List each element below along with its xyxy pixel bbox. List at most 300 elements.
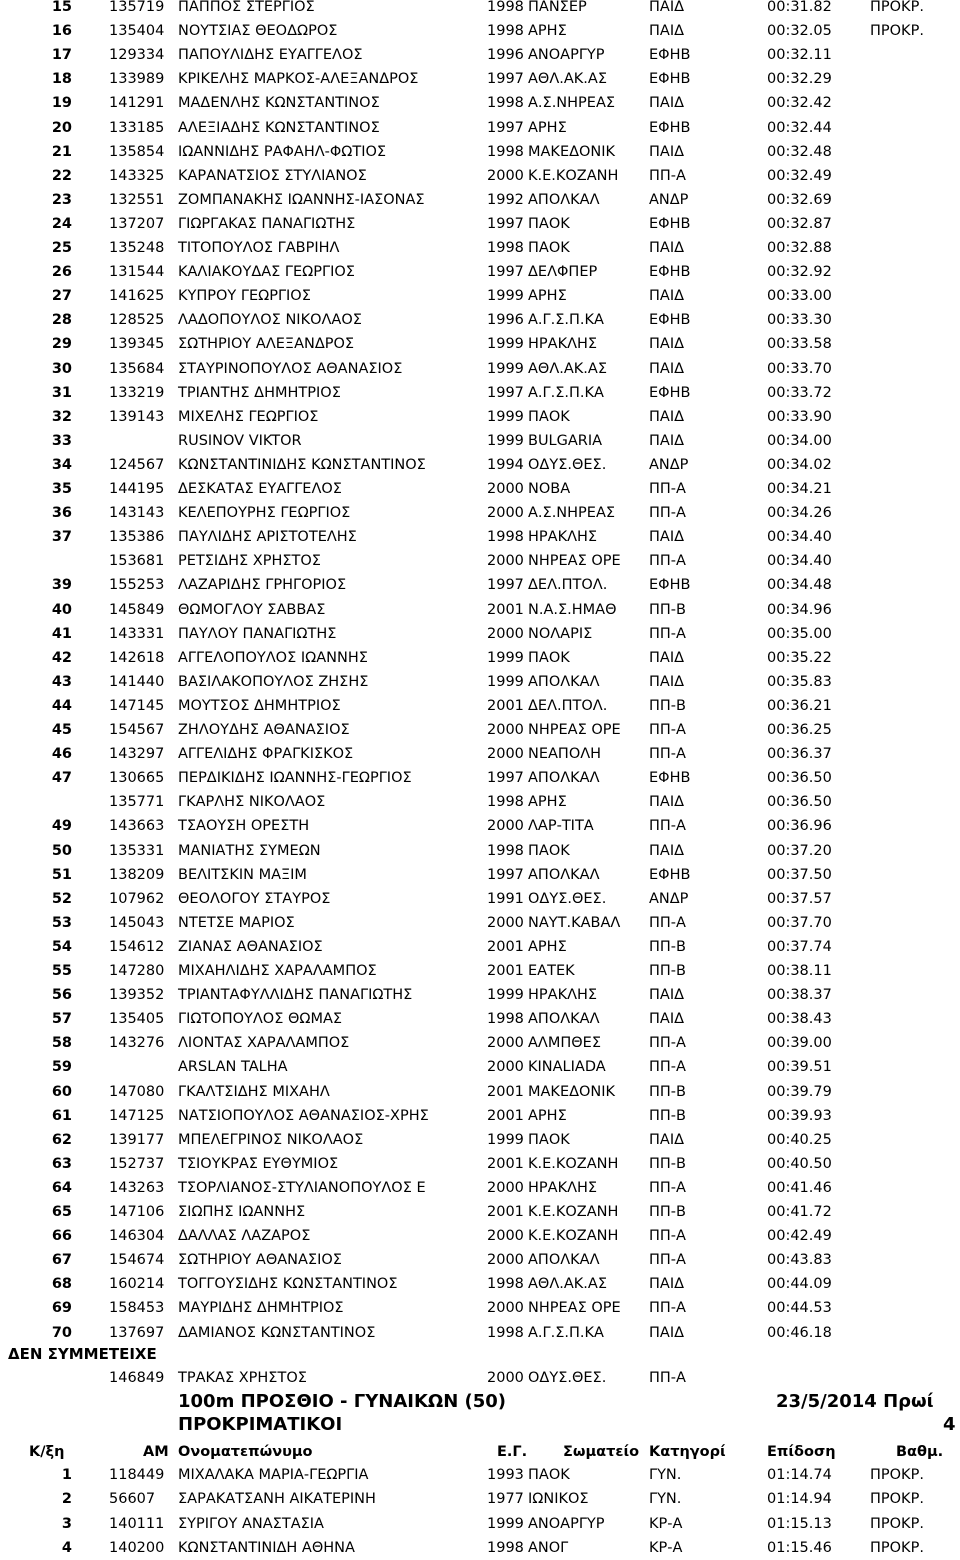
cell-time: 00:34.21 <box>767 481 832 497</box>
cell-am: 141625 <box>109 288 165 305</box>
cell-category: ΠΠ-Α <box>649 1252 686 1269</box>
cell-category: ΕΦΗΒ <box>649 71 691 88</box>
cell-club: ΜΑΚΕΔΟΝΙΚ <box>528 143 616 160</box>
cell-rank: 31 <box>51 384 72 401</box>
cell-rank: 32 <box>51 408 72 425</box>
cell-time: 01:14.74 <box>767 1467 832 1483</box>
cell-time: 01:15.13 <box>767 1515 832 1532</box>
cell-year: 1998 <box>487 95 524 112</box>
cell-year: 2001 <box>487 938 524 955</box>
cell-time: 00:39.00 <box>767 1035 832 1052</box>
table-row <box>0 91 960 115</box>
cell-time: 00:35.00 <box>767 625 832 642</box>
cell-am: 147145 <box>109 697 165 714</box>
cell-am: 140111 <box>109 1515 165 1532</box>
cell-time: 00:41.46 <box>767 1179 832 1196</box>
table-row <box>0 1200 960 1224</box>
cell-year: 1998 <box>487 23 524 40</box>
cell-club: ΠΑΟΚ <box>528 215 570 232</box>
cell-name: ΚΑΡΑΝΑΤΣΙΟΣ ΣΤΥΛΙΑΝΟΣ <box>178 167 367 184</box>
cell-club: Α.Γ.Σ.Π.ΚΑ <box>528 384 604 401</box>
cell-rank: 15 <box>51 0 72 15</box>
cell-category: ΠΠ-Α <box>649 746 686 763</box>
cell-name: ΑΛΕΞΙΑΔΗΣ ΚΩΝΣΤΑΝΤΙΝΟΣ <box>178 119 380 136</box>
cell-name: ΣΑΡΑΚΑΤΣΑΝΗ ΑΙΚΑΤΕΡΙΝΗ <box>178 1491 376 1508</box>
cell-club: ΠΑΟΚ <box>528 1467 570 1483</box>
cell-category: ΠΑΙΔ <box>649 288 685 305</box>
cell-name: ΚΩΝΣΤΑΝΤΙΝΙΔΗ ΑΘΗΝΑ <box>178 1539 355 1556</box>
table-row <box>0 1272 960 1296</box>
cell-name: ΜΑΔΕΝΛΗΣ ΚΩΝΣΤΑΝΤΙΝΟΣ <box>178 95 380 112</box>
table-row <box>0 116 960 140</box>
cell-category: ΠΠ-Α <box>649 914 686 931</box>
cell-year: 1997 <box>487 215 524 232</box>
table-row <box>0 477 960 501</box>
cell-am: 135404 <box>109 23 165 40</box>
table-row <box>0 260 960 284</box>
cell-rank: 47 <box>51 770 72 787</box>
cell-am: 147125 <box>109 1107 165 1124</box>
table-row <box>0 164 960 188</box>
table-row <box>0 236 960 260</box>
cell-am: 141440 <box>109 673 165 690</box>
cell-year: 2000 <box>487 1059 524 1076</box>
cell-time: 00:38.43 <box>767 1011 832 1028</box>
cell-club: ΗΡΑΚΛΗΣ <box>528 529 598 546</box>
cell-name: ΣΩΤΗΡΙΟΥ ΑΘΑΝΑΣΙΟΣ <box>178 1252 342 1269</box>
cell-category: ΠΑΙΔ <box>649 1131 685 1148</box>
cell-am: 143663 <box>109 818 165 835</box>
cell-year: 2001 <box>487 1155 524 1172</box>
cell-time: 00:34.26 <box>767 505 832 522</box>
cell-club: ΗΡΑΚΛΗΣ <box>528 1179 598 1196</box>
cell-rank: 25 <box>51 240 72 256</box>
cell-am: 133989 <box>109 71 165 88</box>
header-club: Σωματείο <box>563 1444 640 1460</box>
table-row <box>0 429 960 453</box>
cell-club: ΑΠΟΛΚΑΛ <box>528 770 600 787</box>
cell-club: ΑΠΟΛΚΑΛ <box>528 1011 600 1028</box>
cell-category: ΕΦΗΒ <box>649 577 691 594</box>
cell-club: ΑΡΗΣ <box>528 23 567 40</box>
table-row <box>0 766 960 790</box>
cell-name: ΤΙΤΟΠΟΥΛΟΣ ΓΑΒΡΙΗΛ <box>178 240 340 256</box>
table-row <box>0 308 960 332</box>
cell-rank: 61 <box>51 1107 72 1124</box>
cell-name: ΒΕΛΙΤΣΚΙΝ ΜΑΞΙΜ <box>178 866 307 883</box>
cell-club: Κ.Ε.ΚΟΖΑΝΗ <box>528 1155 619 1172</box>
cell-name: ΝΤΕΤΣΕ ΜΑΡΙΟΣ <box>178 914 295 931</box>
table-row <box>0 1055 960 1079</box>
cell-am: 129334 <box>109 47 165 64</box>
cell-grade: ΠΡΟΚΡ. <box>870 1491 924 1508</box>
cell-time: 00:46.18 <box>767 1324 832 1341</box>
cell-time: 00:39.51 <box>767 1059 832 1076</box>
table-row <box>0 1224 960 1248</box>
cell-time: 00:32.69 <box>767 191 832 208</box>
cell-rank: 56 <box>51 987 72 1004</box>
table-row <box>0 67 960 91</box>
cell-rank: 51 <box>51 866 72 883</box>
cell-am: 154612 <box>109 938 165 955</box>
cell-club: ΑΛΜΠΘΕΣ <box>528 1035 601 1052</box>
cell-year: 2001 <box>487 1083 524 1100</box>
cell-year: 2000 <box>487 167 524 184</box>
cell-time: 00:40.25 <box>767 1131 832 1148</box>
cell-am: 145043 <box>109 914 165 931</box>
cell-rank: 17 <box>51 47 72 64</box>
cell-time: 01:15.46 <box>767 1539 832 1556</box>
cell-club: ΠΑΟΚ <box>528 240 570 256</box>
table-row <box>0 694 960 718</box>
cell-year: 1998 <box>487 1011 524 1028</box>
cell-am: 56607 <box>109 1491 156 1508</box>
table-row <box>0 983 960 1007</box>
cell-rank: 36 <box>51 505 72 522</box>
cell-year: 2000 <box>487 1252 524 1269</box>
cell-time: 00:31.82 <box>767 0 832 15</box>
cell-grade: ΠΡΟΚΡ. <box>870 23 924 40</box>
cell-time: 00:32.88 <box>767 240 832 256</box>
table-row <box>0 1248 960 1272</box>
cell-name: ΘΕΟΛΟΓΟΥ ΣΤΑΥΡΟΣ <box>178 890 331 907</box>
cell-grade: ΠΡΟΚΡ. <box>870 1515 924 1532</box>
cell-year: 1999 <box>487 360 524 377</box>
cell-time: 00:37.70 <box>767 914 832 931</box>
cell-rank: 4 <box>61 1539 72 1556</box>
table-row <box>0 1487 960 1511</box>
cell-name: ΡΕΤΣΙΔΗΣ ΧΡΗΣΤΟΣ <box>178 553 321 570</box>
table-row <box>0 1321 960 1345</box>
cell-club: Α.Σ.ΝΗΡΕΑΣ <box>528 505 616 522</box>
cell-rank: 28 <box>51 312 72 329</box>
cell-name: ΠΕΡΔΙΚΙΔΗΣ ΙΩΑΝΝΗΣ-ΓΕΩΡΓΙΟΣ <box>178 770 412 787</box>
header-year: Ε.Γ. <box>497 1444 528 1460</box>
table-row <box>0 1128 960 1152</box>
cell-time: 00:44.09 <box>767 1276 832 1293</box>
cell-am: 143263 <box>109 1179 165 1196</box>
cell-club: ΟΔΥΣ.ΘΕΣ. <box>528 890 607 907</box>
cell-name: ΚΥΠΡΟΥ ΓΕΩΡΓΙΟΣ <box>178 288 311 305</box>
table-row <box>0 0 960 19</box>
cell-name: ΝΑΤΣΙΟΠΟΥΛΟΣ ΑΘΑΝΑΣΙΟΣ-ΧΡΗΣ <box>178 1107 429 1124</box>
table-row <box>0 381 960 405</box>
cell-time: 00:34.96 <box>767 601 832 618</box>
cell-category: ΕΦΗΒ <box>649 215 691 232</box>
cell-category: ΠΠ-Α <box>649 1228 686 1245</box>
cell-am: 146849 <box>109 1370 165 1386</box>
cell-name: ΛΙΟΝΤΑΣ ΧΑΡΑΛΑΜΠΟΣ <box>178 1035 350 1052</box>
cell-club: ΝΗΡΕΑΣ ΟΡΕ <box>528 722 621 738</box>
cell-category: ΕΦΗΒ <box>649 119 691 136</box>
cell-name: ΜΙΧΑΛΑΚΑ ΜΑΡΙΑ-ΓΕΩΡΓΙΑ <box>178 1467 369 1483</box>
cell-am: 141291 <box>109 95 165 112</box>
cell-rank: 23 <box>51 191 72 208</box>
cell-club: ΠΑΝΣΕΡ <box>528 0 587 15</box>
cell-year: 2001 <box>487 697 524 714</box>
cell-year: 1998 <box>487 529 524 546</box>
header-name: Ονοματεπώνυμο <box>178 1444 313 1460</box>
cell-am: 133185 <box>109 119 165 136</box>
table-row <box>0 405 960 429</box>
cell-club: ΙΩΝΙΚΟΣ <box>528 1491 589 1508</box>
cell-rank: 40 <box>51 601 72 618</box>
cell-club: ΔΕΛΦΠΕΡ <box>528 264 598 281</box>
cell-year: 2001 <box>487 1107 524 1124</box>
cell-rank: 65 <box>51 1204 72 1220</box>
cell-name: ΣΥΡΙΓΟΥ ΑΝΑΣΤΑΣΙΑ <box>178 1515 324 1532</box>
table-row <box>0 911 960 935</box>
cell-name: ΣΤΑΥΡΙΝΟΠΟΥΛΟΣ ΑΘΑΝΑΣΙΟΣ <box>178 360 403 377</box>
cell-name: RUSINOV VIKTOR <box>178 432 302 449</box>
cell-year: 1998 <box>487 842 524 859</box>
cell-club: Α.Σ.ΝΗΡΕΑΣ <box>528 95 616 112</box>
cell-category: ΕΦΗΒ <box>649 264 691 281</box>
cell-category: ΠΠ-Β <box>649 938 686 955</box>
cell-rank: 37 <box>51 529 72 546</box>
cell-rank: 66 <box>51 1228 72 1245</box>
table-row <box>0 1007 960 1031</box>
cell-category: ΠΠ-Α <box>649 553 686 570</box>
cell-time: 00:33.70 <box>767 360 832 377</box>
cell-name: ΠΑΥΛΟΥ ΠΑΝΑΓΙΩΤΗΣ <box>178 625 337 642</box>
cell-year: 1997 <box>487 71 524 88</box>
cell-am: 154674 <box>109 1252 165 1269</box>
cell-club: ΟΔΥΣ.ΘΕΣ. <box>528 456 607 473</box>
cell-name: ΖΟΜΠΑΝΑΚΗΣ ΙΩΑΝΝΗΣ-ΙΑΣΟΝΑΣ <box>178 191 425 208</box>
cell-name: ΑΓΓΕΛΟΠΟΥΛΟΣ ΙΩΑΝΝΗΣ <box>178 649 368 666</box>
cell-year: 1977 <box>487 1491 524 1508</box>
cell-club: BULGARIA <box>528 432 603 449</box>
cell-rank: 64 <box>51 1179 72 1196</box>
page-number: 4 <box>943 1414 956 1435</box>
cell-rank: 45 <box>51 722 72 738</box>
cell-rank: 2 <box>61 1491 72 1508</box>
table-row <box>0 1152 960 1176</box>
cell-time: 01:14.94 <box>767 1491 832 1508</box>
cell-name: ΤΣΟΡΛΙΑΝΟΣ-ΣΤΥΛΙΑΝΟΠΟΥΛΟΣ Ε <box>178 1179 426 1196</box>
cell-year: 2000 <box>487 818 524 835</box>
header-grade: Βαθμ. <box>896 1444 944 1460</box>
table-row <box>0 1031 960 1055</box>
cell-category: ΠΑΙΔ <box>649 23 685 40</box>
cell-am: 135684 <box>109 360 165 377</box>
cell-year: 1993 <box>487 1467 524 1483</box>
cell-time: 00:39.79 <box>767 1083 832 1100</box>
cell-category: ΓΥΝ. <box>649 1491 682 1508</box>
cell-name: ΔΑΜΙΑΝΟΣ ΚΩΝΣΤΑΝΤΙΝΟΣ <box>178 1324 376 1341</box>
table-row <box>0 1463 960 1487</box>
cell-am: 135331 <box>109 842 165 859</box>
cell-category: ΕΦΗΒ <box>649 312 691 329</box>
event-round: ΠΡΟΚΡΙΜΑΤΙΚΟΙ <box>178 1414 343 1435</box>
cell-am: 143331 <box>109 625 165 642</box>
cell-rank: 29 <box>51 336 72 353</box>
table-row <box>0 357 960 381</box>
cell-category: ΠΑΙΔ <box>649 987 685 1004</box>
cell-club: ΔΕΛ.ΠΤΟΛ. <box>528 577 608 594</box>
cell-year: 1999 <box>487 987 524 1004</box>
cell-rank: 62 <box>51 1131 72 1148</box>
header-time: Επίδοση <box>767 1444 836 1460</box>
cell-name: ΜΙΧΕΛΗΣ ΓΕΩΡΓΙΟΣ <box>178 408 319 425</box>
cell-category: ΠΠ-Α <box>649 1035 686 1052</box>
cell-am: 146304 <box>109 1228 165 1245</box>
cell-year: 1998 <box>487 1324 524 1341</box>
cell-club: ΝΑΥΤ.ΚΑΒΑΛ <box>528 914 621 931</box>
cell-time: 00:32.92 <box>767 264 832 281</box>
cell-am: 135405 <box>109 1011 165 1028</box>
cell-am: 139352 <box>109 987 165 1004</box>
cell-club: ΠΑΟΚ <box>528 408 570 425</box>
cell-name: ΣΙΩΠΗΣ ΙΩΑΝΝΗΣ <box>178 1204 306 1220</box>
cell-time: 00:38.11 <box>767 963 832 979</box>
cell-year: 1997 <box>487 770 524 787</box>
cell-club: ΗΡΑΚΛΗΣ <box>528 336 598 353</box>
cell-club: Α.Γ.Σ.Π.ΚΑ <box>528 312 604 329</box>
cell-name: ΠΑΠΠΟΣ ΣΤΕΡΓΙΟΣ <box>178 0 315 15</box>
cell-year: 1999 <box>487 336 524 353</box>
column-headers <box>0 1440 960 1464</box>
cell-grade: ΠΡΟΚΡ. <box>870 1539 924 1556</box>
table-row <box>0 284 960 308</box>
table-row <box>0 188 960 212</box>
table-row <box>0 622 960 646</box>
cell-am: 147106 <box>109 1204 165 1220</box>
cell-am: 143143 <box>109 505 165 522</box>
cell-category: ΠΑΙΔ <box>649 95 685 112</box>
cell-year: 1999 <box>487 649 524 666</box>
cell-year: 2000 <box>487 1228 524 1245</box>
cell-name: ΠΑΥΛΙΔΗΣ ΑΡΙΣΤΟΤΕΛΗΣ <box>178 529 357 546</box>
cell-rank: 26 <box>51 264 72 281</box>
header-category: Κατηγορί <box>649 1444 726 1460</box>
cell-time: 00:33.58 <box>767 336 832 353</box>
cell-category: ΠΠ-Α <box>649 1059 686 1076</box>
cell-name: ΤΣΑΟΥΣΗ ΟΡΕΣΤΗ <box>178 818 310 835</box>
cell-name: ΜΑΥΡΙΔΗΣ ΔΗΜΗΤΡΙΟΣ <box>178 1300 344 1317</box>
table-row <box>0 1104 960 1128</box>
cell-name: ΖΙΑΝΑΣ ΑΘΑΝΑΣΙΟΣ <box>178 938 323 955</box>
cell-club: ΠΑΟΚ <box>528 1131 570 1148</box>
cell-time: 00:32.29 <box>767 71 832 88</box>
cell-club: ΑΝΟΓ <box>528 1539 569 1556</box>
table-row <box>0 887 960 911</box>
cell-name: ΤΡΑΚΑΣ ΧΡΗΣΤΟΣ <box>178 1370 307 1386</box>
cell-year: 1999 <box>487 432 524 449</box>
table-row <box>0 863 960 887</box>
cell-year: 1997 <box>487 384 524 401</box>
cell-rank: 50 <box>51 842 72 859</box>
cell-club: ΗΡΑΚΛΗΣ <box>528 987 598 1004</box>
cell-rank: 3 <box>61 1515 72 1532</box>
cell-club: ΕΑΤΕΚ <box>528 963 575 979</box>
cell-category: ΠΠ-Α <box>649 818 686 835</box>
cell-category: ΠΠ-Α <box>649 1300 686 1317</box>
table-row <box>0 332 960 356</box>
cell-category: ΠΠ-Β <box>649 601 686 618</box>
cell-category: ΠΠ-Β <box>649 1107 686 1124</box>
cell-rank: 69 <box>51 1300 72 1317</box>
cell-am: 132551 <box>109 191 165 208</box>
table-row <box>0 549 960 573</box>
table-row <box>0 525 960 549</box>
table-row <box>0 1366 960 1390</box>
cell-club: ΑΠΟΛΚΑΛ <box>528 1252 600 1269</box>
cell-year: 2001 <box>487 601 524 618</box>
cell-year: 1999 <box>487 1131 524 1148</box>
cell-rank: 43 <box>51 673 72 690</box>
cell-rank: 1 <box>61 1467 72 1483</box>
cell-am: 139143 <box>109 408 165 425</box>
cell-category: ΠΑΙΔ <box>649 1276 685 1293</box>
cell-year: 1994 <box>487 456 524 473</box>
cell-am: 135386 <box>109 529 165 546</box>
cell-am: 135719 <box>109 0 165 15</box>
cell-club: Κ.Ε.ΚΟΖΑΝΗ <box>528 167 619 184</box>
cell-time: 00:33.90 <box>767 408 832 425</box>
cell-year: 2001 <box>487 963 524 979</box>
cell-am: 143325 <box>109 167 165 184</box>
cell-name: ΤΡΙΑΝΤΗΣ ΔΗΜΗΤΡΙΟΣ <box>178 384 341 401</box>
cell-time: 00:37.50 <box>767 866 832 883</box>
cell-club: ΠΑΟΚ <box>528 842 570 859</box>
cell-category: ΕΦΗΒ <box>649 47 691 64</box>
table-row <box>0 43 960 67</box>
cell-am: 128525 <box>109 312 165 329</box>
cell-rank: 30 <box>51 360 72 377</box>
cell-name: ΚΑΛΙΑΚΟΥΔΑΣ ΓΕΩΡΓΙΟΣ <box>178 264 355 281</box>
cell-category: ΚΡ-Α <box>649 1539 683 1556</box>
cell-year: 2000 <box>487 553 524 570</box>
cell-rank: 53 <box>51 914 72 931</box>
cell-category: ΠΠ-Α <box>649 1370 686 1386</box>
cell-time: 00:37.74 <box>767 938 832 955</box>
cell-time: 00:32.48 <box>767 143 832 160</box>
cell-category: ΠΠ-Β <box>649 697 686 714</box>
cell-am: 124567 <box>109 456 165 473</box>
cell-name: ΜΙΧΑΗΛΙΔΗΣ ΧΑΡΑΛΑΜΠΟΣ <box>178 963 377 979</box>
cell-rank: 60 <box>51 1083 72 1100</box>
cell-time: 00:34.00 <box>767 432 832 449</box>
cell-club: ΝΟΛΑΡΙΣ <box>528 625 593 642</box>
cell-category: ΠΠ-Β <box>649 1083 686 1100</box>
cell-time: 00:36.50 <box>767 794 832 811</box>
table-row <box>0 1080 960 1104</box>
cell-year: 1998 <box>487 794 524 811</box>
cell-year: 1997 <box>487 264 524 281</box>
cell-name: ΓΙΩΡΓΑΚΑΣ ΠΑΝΑΓΙΩΤΗΣ <box>178 215 356 232</box>
cell-rank: 21 <box>51 143 72 160</box>
cell-category: ΠΑΙΔ <box>649 842 685 859</box>
cell-year: 2000 <box>487 1300 524 1317</box>
cell-category: ΠΑΙΔ <box>649 649 685 666</box>
cell-year: 2000 <box>487 505 524 522</box>
cell-name: ΒΑΣΙΛΑΚΟΠΟΥΛΟΣ ΖΗΣΗΣ <box>178 673 369 690</box>
cell-time: 00:36.21 <box>767 697 832 714</box>
cell-category: ΠΠ-Α <box>649 505 686 522</box>
cell-rank: 27 <box>51 288 72 305</box>
cell-time: 00:36.25 <box>767 722 832 738</box>
cell-am: 154567 <box>109 722 165 738</box>
cell-am: 144195 <box>109 481 165 497</box>
cell-club: ΑΡΗΣ <box>528 119 567 136</box>
cell-year: 2000 <box>487 1179 524 1196</box>
cell-category: ΠΑΙΔ <box>649 240 685 256</box>
cell-time: 00:32.11 <box>767 47 832 64</box>
cell-year: 1999 <box>487 408 524 425</box>
cell-category: ΕΦΗΒ <box>649 384 691 401</box>
